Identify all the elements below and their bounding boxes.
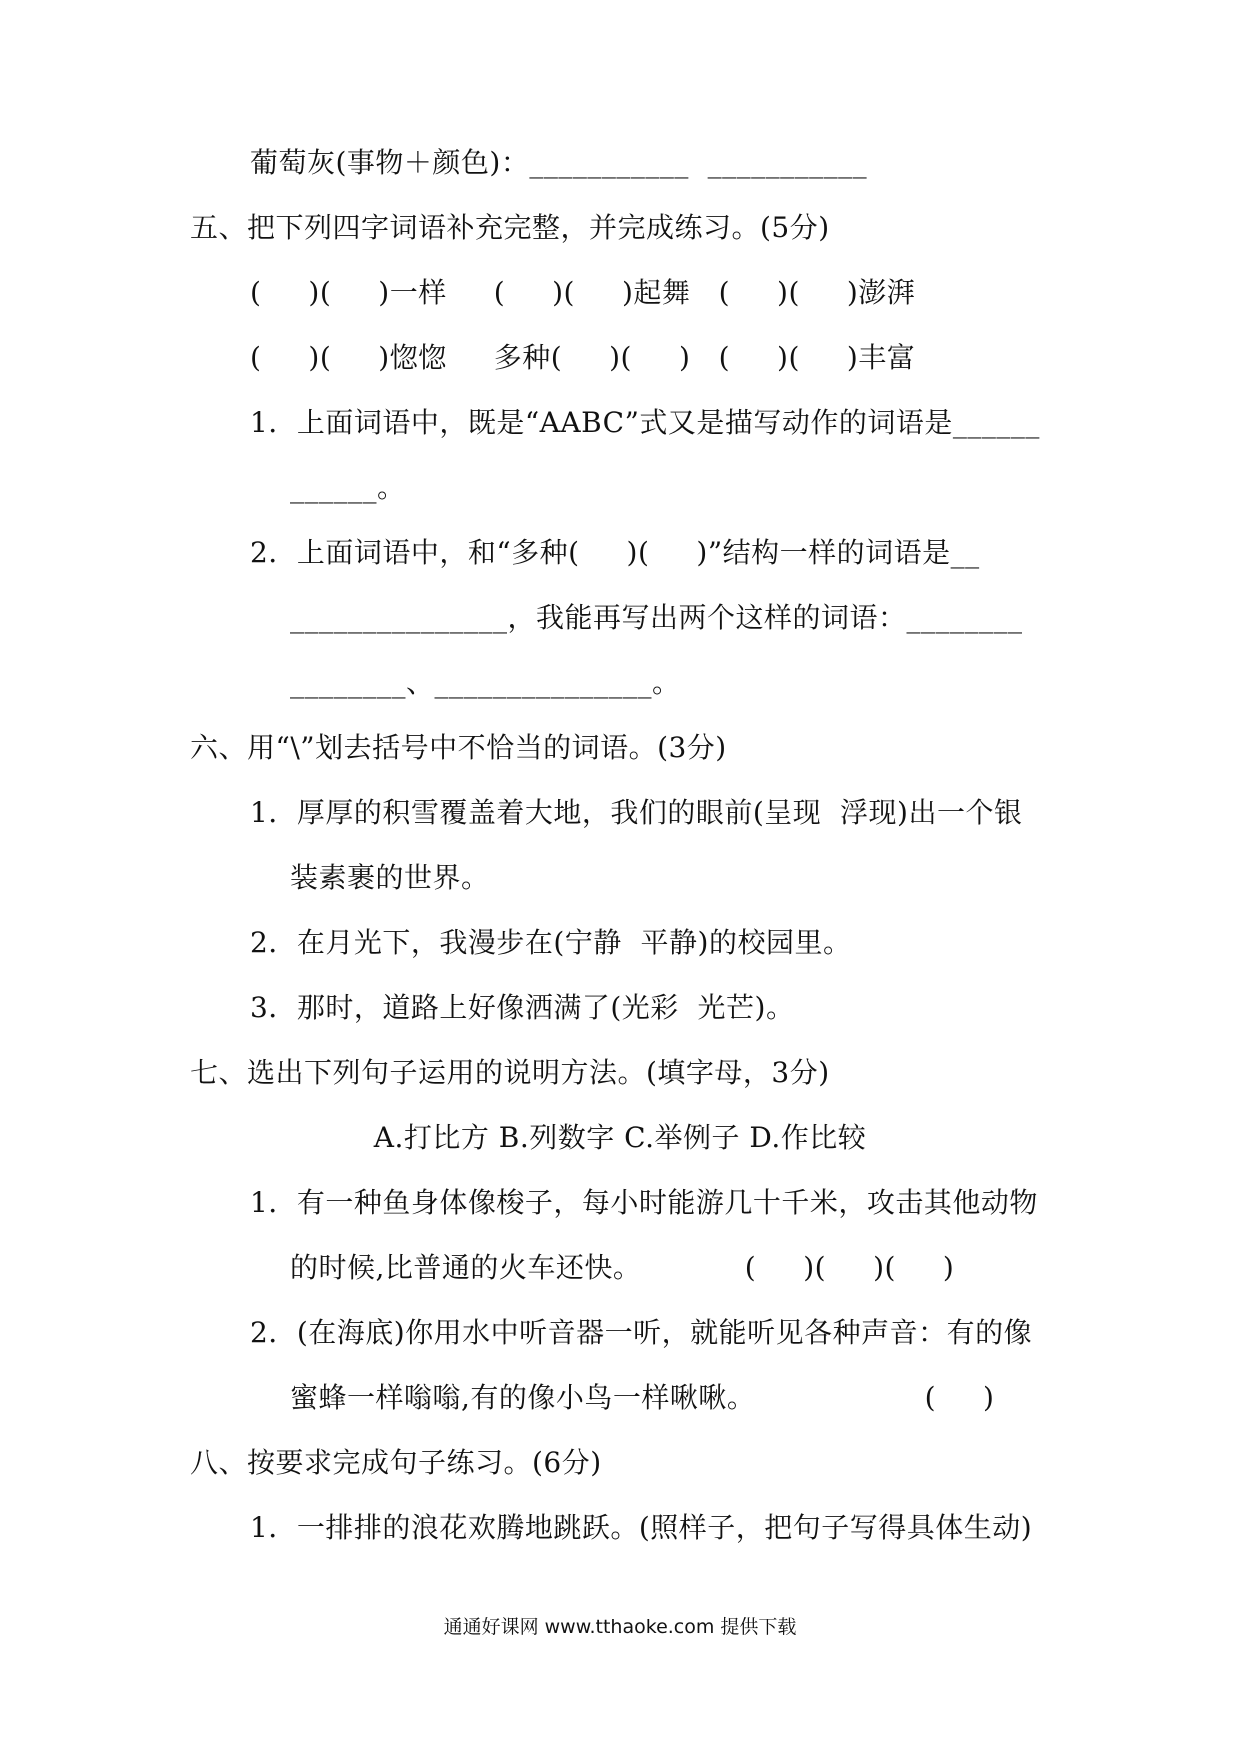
line-4: ( )( )惚惚 多种( )( ) ( )( )丰富	[250, 341, 916, 374]
section-6-heading: 六、用“\”划去括号中不恰当的词语。(3分)	[190, 731, 727, 764]
question-5-2-cont: _______________，我能再写出两个这样的词语：________	[290, 601, 1023, 634]
question-5-1-cont: ______。	[290, 471, 406, 504]
question-7-2: 2．(在海底)你用水中听音器一听，就能听见各种声音：有的像	[250, 1316, 1033, 1349]
question-7-1: 1．有一种鱼身体像梭子，每小时能游几十千米，攻击其他动物	[250, 1186, 1038, 1219]
section-7-heading: 七、选出下列句子运用的说明方法。(填字母，3分)	[190, 1056, 830, 1089]
question-5-2-cont2: ________、_______________。	[290, 666, 681, 699]
question-5-2: 2．上面词语中，和“多种( )( )”结构一样的词语是__	[250, 536, 980, 569]
question-7-1-cont: 的时候,比普通的火车还快。 ( )( )( )	[290, 1251, 955, 1284]
question-7-2-cont: 蜜蜂一样嗡嗡,有的像小鸟一样啾啾。 ( )	[290, 1381, 995, 1414]
line-3: ( )( )一样 ( )( )起舞 ( )( )澎湃	[250, 276, 916, 309]
section-5-heading: 五、把下列四字词语补充完整，并完成练习。(5分)	[190, 211, 830, 244]
footer: 通通好课网 www.tthaoke.com 提供下载	[443, 1616, 797, 1638]
question-8-1: 1．一排排的浪花欢腾地跳跃。(照样子，把句子写得具体生动)	[250, 1511, 1033, 1544]
question-6-1: 1．厚厚的积雪覆盖着大地，我们的眼前(呈现 浮现)出一个银	[250, 796, 1023, 829]
question-6-2: 2．在月光下，我漫步在(宁静 平静)的校园里。	[250, 926, 852, 959]
question-6-1-cont: 装素裹的世界。	[290, 861, 490, 894]
question-5-1: 1．上面词语中，既是“AABC”式又是描写动作的词语是______	[250, 406, 1040, 439]
question-6-3: 3．那时，道路上好像洒满了(光彩 光芒)。	[250, 991, 795, 1024]
line-1: 葡萄灰(事物＋颜色)：___________ ___________	[250, 146, 868, 179]
section-8-heading: 八、按要求完成句子练习。(6分)	[190, 1446, 602, 1479]
options-line: A.打比方 B.列数字 C.举例子 D.作比较	[373, 1121, 867, 1154]
